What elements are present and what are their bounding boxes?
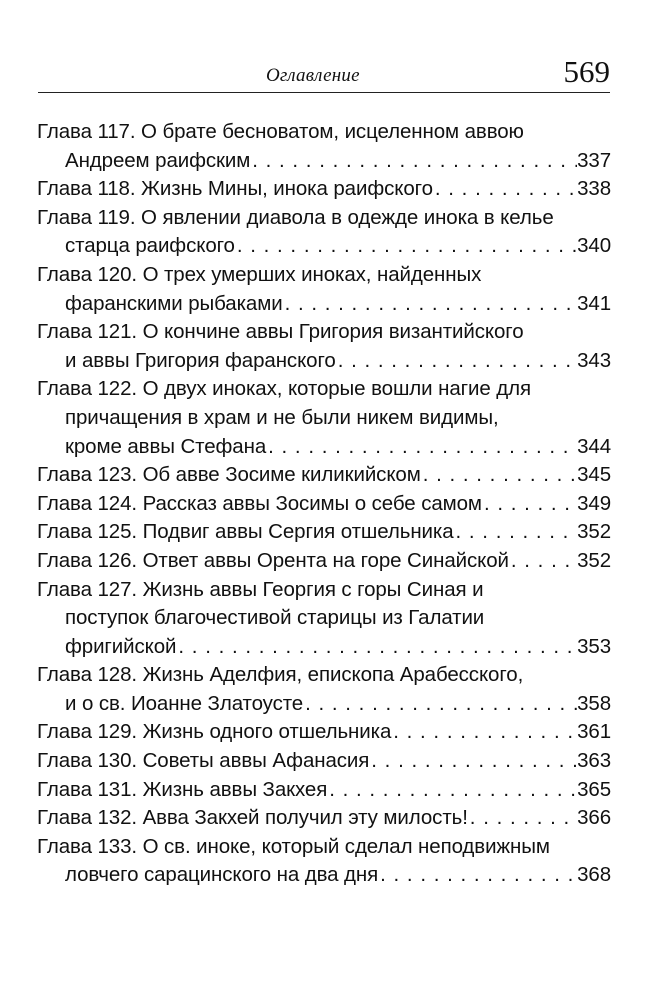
toc-entry: [37, 461, 611, 490]
toc-entry: [37, 118, 611, 175]
toc-page-number: 352: [577, 520, 611, 544]
toc-entry-last-line: [37, 776, 611, 805]
toc-entry: [37, 718, 611, 747]
toc-page-number: 337: [577, 148, 611, 172]
toc-entry-line: Глава 121. О кончине аввы Григория византийского: [37, 320, 524, 344]
toc-entry-last-line: [37, 718, 611, 747]
dot-leader: [421, 461, 577, 490]
toc-entry-last-line: [37, 290, 611, 319]
toc-page-number: 341: [577, 291, 611, 315]
toc-page-number: 361: [577, 720, 611, 744]
toc-entry-line: причащения в храм и не были никем видимы,: [65, 405, 499, 429]
toc-entry-last-line: [37, 147, 611, 176]
toc-entry-line: фаранскими рыбаками: [65, 291, 283, 315]
dot-leader: [266, 433, 577, 462]
toc-entry-last-line: [37, 518, 611, 547]
toc-page-number: 343: [577, 348, 611, 372]
toc-entry-line: Глава 128. Жизнь Аделфия, епископа Арабесского,: [37, 663, 524, 687]
toc-entry: [37, 375, 611, 461]
dot-leader: [327, 776, 577, 805]
toc-entry-line: Глава 125. Подвиг аввы Сергия отшельника: [37, 520, 454, 544]
toc-page-number: 349: [577, 491, 611, 515]
toc-entry-line: Глава 133. О св. иноке, который сделал неподвижным: [37, 834, 550, 858]
toc-entry: [37, 518, 611, 547]
dot-leader: [378, 861, 577, 890]
toc-page-number: 340: [577, 234, 611, 258]
dot-leader: [433, 175, 577, 204]
toc-entry-last-line: [37, 175, 611, 204]
toc-entry: [37, 833, 611, 890]
toc-entry-line: поступок благочестивой старицы из Галатии: [65, 606, 485, 630]
toc-entry-line: Глава 127. Жизнь аввы Георгия с горы Синая и: [37, 577, 484, 601]
toc-entry-last-line: [37, 461, 611, 490]
toc-page-number: 368: [577, 863, 611, 887]
toc-entry-last-line: [37, 232, 611, 261]
toc-entry-line: Глава 119. О явлении диавола в одежде инока в келье: [37, 205, 554, 229]
toc-entry-line: и о св. Иоанне Златоусте: [65, 691, 304, 715]
toc-entry-last-line: [37, 347, 611, 376]
toc-entry-line: ловчего сарацинского на два дня: [65, 863, 379, 887]
toc-page-number: 366: [577, 806, 611, 830]
toc-entry: [37, 661, 611, 718]
toc-entry: [37, 261, 611, 318]
toc-page-number: 344: [577, 434, 611, 458]
toc-entry-line: Глава 126. Ответ аввы Орента на горе Синайской: [37, 548, 509, 572]
toc-entry: [37, 175, 611, 204]
toc-entry-line: Глава 131. Жизнь аввы Закхея: [37, 777, 328, 801]
dot-leader: [176, 633, 577, 662]
toc-entry: [37, 318, 611, 375]
toc-entry: [37, 776, 611, 805]
dot-leader: [336, 347, 577, 376]
table-of-contents: [37, 118, 611, 890]
toc-page-number: 345: [577, 463, 611, 487]
toc-page-number: 358: [577, 691, 611, 715]
toc-page-number: 352: [577, 548, 611, 572]
toc-entry-line: Глава 129. Жизнь одного отшельника: [37, 720, 392, 744]
toc-entry: [37, 490, 611, 519]
page-header: [38, 52, 610, 93]
toc-page-number: 363: [577, 749, 611, 773]
toc-entry-last-line: [37, 804, 611, 833]
toc-page-number: 338: [577, 177, 611, 201]
dot-leader: [468, 804, 577, 833]
toc-entry-line: кроме аввы Стефана: [65, 434, 267, 458]
dot-leader: [454, 518, 578, 547]
toc-page-number: 365: [577, 777, 611, 801]
dot-leader: [303, 690, 577, 719]
toc-entry-last-line: [37, 547, 611, 576]
toc-entry: [37, 204, 611, 261]
toc-entry-line: Глава 122. О двух иноках, которые вошли нагие для: [37, 377, 531, 401]
toc-entry-line: Глава 120. О трех умерших иноках, найденных: [37, 262, 482, 286]
dot-leader: [509, 547, 577, 576]
toc-entry: [37, 804, 611, 833]
toc-entry: [37, 747, 611, 776]
toc-entry-line: Глава 130. Советы аввы Афанасия: [37, 749, 370, 773]
toc-entry-line: и аввы Григория фаранского: [65, 348, 336, 372]
toc-page-number: 353: [577, 634, 611, 658]
page-number: 569: [563, 54, 610, 89]
toc-entry-line: Глава 123. Об авве Зосиме киликийском: [37, 463, 421, 487]
toc-entry-line: Глава 117. О брате бесноватом, исцеленном аввою: [37, 120, 524, 143]
toc-entry-line: Глава 124. Рассказ аввы Зосимы о себе самом: [37, 491, 482, 515]
toc-entry-line: Глава 132. Авва Закхей получил эту милость!: [37, 806, 468, 830]
toc-entry-line: старца раифского: [65, 234, 235, 258]
toc-entry: [37, 547, 611, 576]
dot-leader: [235, 232, 577, 261]
dot-leader: [482, 490, 577, 519]
toc-entry-last-line: [37, 690, 611, 719]
toc-entry-last-line: [37, 633, 611, 662]
dot-leader: [283, 290, 578, 319]
toc-entry-last-line: [37, 747, 611, 776]
toc-entry-line: Глава 118. Жизнь Мины, инока раифского: [37, 177, 433, 201]
dot-leader: [250, 147, 577, 176]
toc-entry-last-line: [37, 433, 611, 462]
toc-entry-line: фригийской: [65, 634, 177, 658]
running-title: Оглавление: [266, 65, 360, 86]
toc-entry-line: Андреем раифским: [65, 148, 251, 172]
toc-entry-last-line: [37, 490, 611, 519]
toc-entry-last-line: [37, 861, 611, 890]
dot-leader: [391, 718, 577, 747]
toc-entry: [37, 576, 611, 662]
dot-leader: [369, 747, 577, 776]
